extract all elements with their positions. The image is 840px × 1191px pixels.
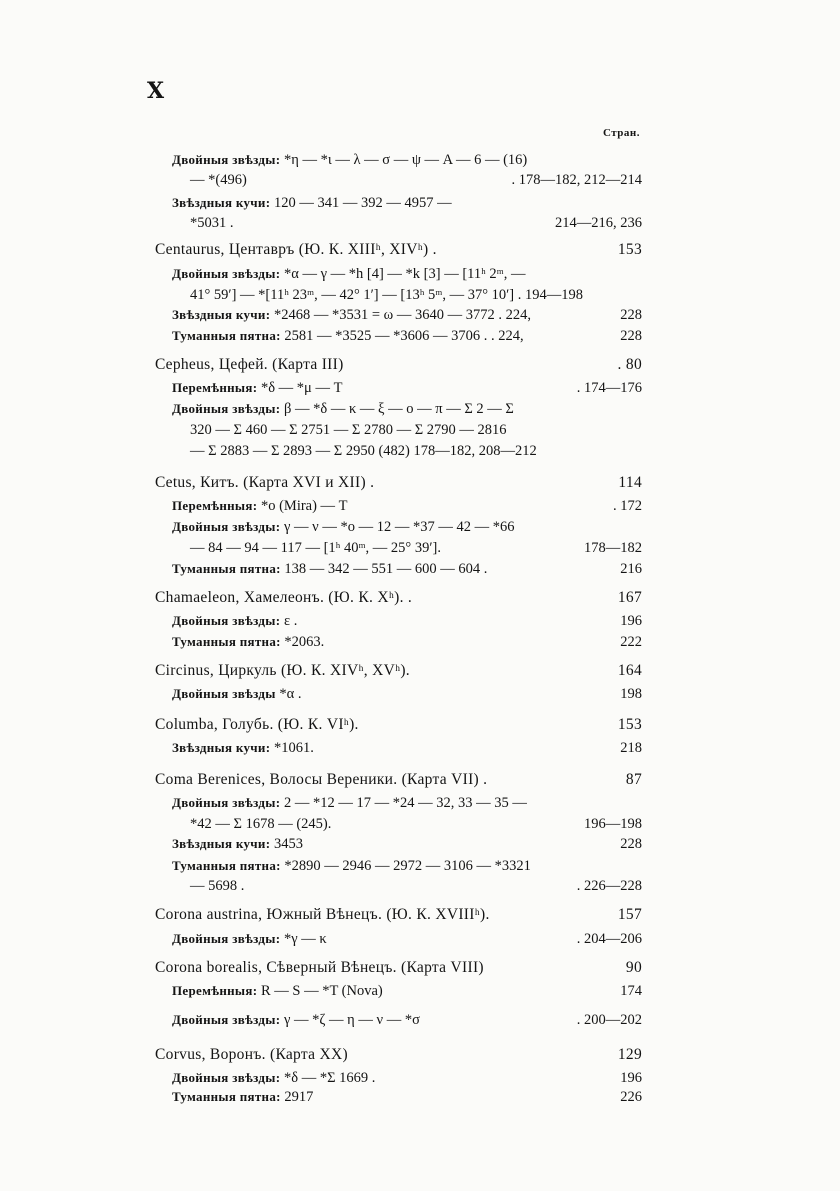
index-line-content xyxy=(172,559,487,579)
constellation-title-row xyxy=(155,958,642,978)
object-list: 138 — 342 — 551 — 600 — 604 . xyxy=(280,561,488,577)
object-list: *α . xyxy=(275,686,302,702)
constellation-title: Corvus, Воронъ. (Карта XX) xyxy=(155,1046,348,1063)
line-page-ref: 228 xyxy=(620,328,642,344)
index-line xyxy=(172,1010,642,1030)
category-label: Двойныя звѣзды: xyxy=(172,931,281,946)
line-page-ref: . 174—176 xyxy=(576,380,642,396)
category-label: Двойныя звѣзды: xyxy=(172,1012,281,1027)
category-label: Перемѣнныя: xyxy=(172,498,258,513)
object-list: 3453 xyxy=(270,836,303,852)
object-list: *η — *ι — λ — σ — ψ — A — 6 — (16) xyxy=(280,152,528,168)
index-line-content xyxy=(172,1068,375,1088)
constellation-title: Columba, Голубь. (Ю. К. VIʰ). xyxy=(155,716,359,733)
object-list: *2468 — *3531 = ω — 3640 — 3772 . 224, xyxy=(270,307,531,323)
constellation-page: 87 xyxy=(625,771,642,788)
constellation-title-row xyxy=(155,355,642,375)
index-line-content xyxy=(172,1010,420,1030)
constellation-page: 90 xyxy=(625,959,642,976)
category-label: Двойныя звѣзды: xyxy=(172,401,281,416)
index-line-content xyxy=(172,834,303,854)
category-label: Перемѣнныя: xyxy=(172,380,258,395)
index-line-content xyxy=(172,193,452,213)
object-list: 120 — 341 — 392 — 4957 — xyxy=(270,195,452,211)
constellation-page: 153 xyxy=(617,716,642,733)
category-label: Звѣздныя кучи: xyxy=(172,836,271,851)
index-line xyxy=(172,834,642,854)
index-line-content xyxy=(190,213,234,233)
index-line xyxy=(190,285,642,305)
index-line-content xyxy=(172,632,324,652)
line-page-ref: 228 xyxy=(620,307,642,323)
constellation-page: 167 xyxy=(617,589,642,606)
constellation-page: 114 xyxy=(618,474,642,491)
constellation-title: Circinus, Циркуль (Ю. К. XIVʰ, XVʰ). xyxy=(155,662,410,679)
index-line-content xyxy=(190,876,244,896)
index-line-content xyxy=(172,150,527,170)
index-line-content xyxy=(172,611,297,631)
index-line-content xyxy=(172,856,531,876)
object-list: *1061. xyxy=(270,740,314,756)
index-line xyxy=(172,264,642,284)
line-page-ref: 196—198 xyxy=(584,816,642,832)
index-line xyxy=(172,399,642,419)
index-line xyxy=(190,441,642,461)
index-line xyxy=(172,305,642,325)
line-page-ref: . 200—202 xyxy=(576,1012,642,1028)
category-label: Туманныя пятна: xyxy=(172,858,281,873)
index-line-content xyxy=(172,399,514,419)
category-label: Туманныя пятна: xyxy=(172,561,281,576)
category-label: Звѣздныя кучи: xyxy=(172,195,271,210)
index-line xyxy=(172,981,642,1001)
constellation-title-row xyxy=(155,905,642,925)
constellation-title-row xyxy=(155,770,642,790)
constellation-title-row xyxy=(155,240,642,260)
constellation-title: Cepheus, Цефей. (Карта III) xyxy=(155,356,344,373)
line-page-ref: 218 xyxy=(620,740,642,756)
object-list: *ο (Mira) — T xyxy=(257,498,348,514)
line-page-ref: . 226—228 xyxy=(576,878,642,894)
index-line-content xyxy=(172,496,348,516)
object-list: 320 — Σ 460 — Σ 2751 — Σ 2780 — Σ 2790 — 2816 xyxy=(190,422,507,438)
index-line-content xyxy=(172,264,526,284)
object-list: 2 — *12 — 17 — *24 — 32, 33 — 35 — xyxy=(280,795,527,811)
index-line xyxy=(172,856,642,876)
line-page-ref: 226 xyxy=(620,1089,642,1105)
object-list: *α — γ — *h [4] — *k [3] — [11ʰ 2ᵐ, — xyxy=(280,266,526,282)
line-page-ref: 216 xyxy=(620,561,642,577)
index-line-content xyxy=(172,929,327,949)
constellation-title-row xyxy=(155,1045,642,1065)
category-label: Двойныя звѣзды: xyxy=(172,519,281,534)
index-line xyxy=(172,632,642,652)
line-page-ref: 228 xyxy=(620,836,642,852)
line-page-ref: 196 xyxy=(620,1070,642,1086)
category-label: Перемѣнныя: xyxy=(172,983,258,998)
constellation-title-row xyxy=(155,473,642,493)
index-line xyxy=(190,814,642,834)
object-list: *2890 — 2946 — 2972 — 3106 — *3321 xyxy=(280,858,531,874)
index-line xyxy=(172,496,642,516)
object-list: *5031 . xyxy=(190,215,234,231)
object-list: *42 — Σ 1678 — (245). xyxy=(190,816,332,832)
index-line-content xyxy=(172,1087,313,1107)
constellation-title: Centaurus, Центавръ (Ю. К. XIIIʰ, XIVʰ) . xyxy=(155,241,437,258)
object-list: R — S — *T (Nova) xyxy=(257,983,383,999)
line-page-ref: 222 xyxy=(620,634,642,650)
index-line-content xyxy=(190,538,441,558)
object-list: 41° 59′] — *[11ʰ 23ᵐ, — 42° 1′] — [13ʰ 5ᵐ, — 37° 10′] . 194—198 xyxy=(190,287,584,303)
index-line-content xyxy=(172,684,302,704)
line-page-ref: . 172 xyxy=(613,498,642,514)
index-line xyxy=(172,193,642,213)
constellation-title: Corona austrina, Южный Вѣнецъ. (Ю. К. XVIIIʰ). xyxy=(155,906,490,923)
object-list: ε . xyxy=(280,613,298,629)
line-page-ref: 198 xyxy=(620,686,642,702)
index-line-content xyxy=(190,285,583,305)
object-list: *2063. xyxy=(280,634,325,650)
constellation-page: 157 xyxy=(617,906,642,923)
object-list: — 5698 . xyxy=(190,878,245,894)
line-page-ref: . 178—182, 212—214 xyxy=(511,172,642,188)
category-label: Двойныя звѣзды: xyxy=(172,152,281,167)
index-line-content xyxy=(172,981,383,1001)
index-line xyxy=(172,611,642,631)
index-line xyxy=(172,684,642,704)
index-line xyxy=(172,517,642,537)
category-label: Звѣздныя кучи: xyxy=(172,307,271,322)
category-label: Туманныя пятна: xyxy=(172,1089,281,1104)
index-line xyxy=(172,929,642,949)
page-column-header: Стран. xyxy=(602,127,640,139)
line-page-ref: 196 xyxy=(620,613,642,629)
object-list: γ — ν — *ο — 12 — *37 — 42 — *66 xyxy=(280,519,515,535)
constellation-title-row xyxy=(155,661,642,681)
category-label: Звѣздныя кучи: xyxy=(172,740,271,755)
page-number: X xyxy=(147,78,165,104)
index-line xyxy=(172,738,642,758)
line-page-ref: . 204—206 xyxy=(576,931,642,947)
index-line-content xyxy=(172,326,524,346)
constellation-title-row xyxy=(155,715,642,735)
index-line xyxy=(172,559,642,579)
constellation-page: . 80 xyxy=(617,356,642,373)
constellation-title-row xyxy=(155,588,642,608)
category-label: Двойныя звѣзды: xyxy=(172,266,281,281)
index-line xyxy=(190,876,642,896)
index-line xyxy=(190,170,642,190)
constellation-title: Chamaeleon, Хамелеонъ. (Ю. К. Xʰ). . xyxy=(155,589,413,606)
constellation-page: 129 xyxy=(617,1046,642,1063)
index-line xyxy=(190,538,642,558)
object-list: *δ — *μ — T xyxy=(257,380,343,396)
index-line xyxy=(172,326,642,346)
object-list: — Σ 2883 — Σ 2893 — Σ 2950 (482) 178—182, 208—212 xyxy=(190,443,537,459)
object-list: γ — *ζ — η — ν — *σ xyxy=(280,1012,420,1028)
object-list: 2917 xyxy=(280,1089,314,1105)
index-line xyxy=(172,150,642,170)
index-line-content xyxy=(172,738,314,758)
category-label: Двойныя звѣзды: xyxy=(172,795,281,810)
category-label: Двойныя звѣзды: xyxy=(172,613,281,628)
index-line-content xyxy=(190,441,537,461)
constellation-page: 164 xyxy=(617,662,642,679)
line-page-ref: 178—182 xyxy=(584,540,642,556)
line-page-ref: 214—216, 236 xyxy=(555,215,642,231)
index-line xyxy=(172,793,642,813)
object-list: *δ — *Σ 1669 . xyxy=(280,1070,376,1086)
index-line xyxy=(190,213,642,233)
object-list: 2581 — *3525 — *3606 — 3706 . . 224, xyxy=(280,328,524,344)
constellation-title: Coma Berenices, Волосы Вереники. (Карта VII) . xyxy=(155,771,488,788)
index-line-content xyxy=(190,420,507,440)
index-line xyxy=(190,420,642,440)
constellation-page: 153 xyxy=(617,241,642,258)
index-line xyxy=(172,378,642,398)
index-line-content xyxy=(190,814,331,834)
object-list: β — *δ — κ — ξ — ο — π — Σ 2 — Σ xyxy=(280,401,514,417)
category-label: Двойныя звѣзды xyxy=(172,686,276,701)
constellation-title: Corona borealis, Сѣверный Вѣнецъ. (Карта VIII) xyxy=(155,959,484,976)
index-line-content xyxy=(190,170,247,190)
object-list: — *(496) xyxy=(190,172,247,188)
constellation-title: Cetus, Китъ. (Карта XVI и XII) . xyxy=(155,474,375,491)
index-line xyxy=(172,1068,642,1088)
category-label: Двойныя звѣзды: xyxy=(172,1070,281,1085)
index-line-content xyxy=(172,305,531,325)
index-line-content xyxy=(172,378,342,398)
index-line xyxy=(172,1087,642,1107)
object-list: — 84 — 94 — 117 — [1ʰ 40ᵐ, — 25° 39′]. xyxy=(190,540,441,556)
index-line-content xyxy=(172,517,514,537)
index-line-content xyxy=(172,793,527,813)
category-label: Туманныя пятна: xyxy=(172,634,281,649)
category-label: Туманныя пятна: xyxy=(172,328,281,343)
object-list: *γ — κ xyxy=(280,931,327,947)
line-page-ref: 174 xyxy=(620,983,642,999)
